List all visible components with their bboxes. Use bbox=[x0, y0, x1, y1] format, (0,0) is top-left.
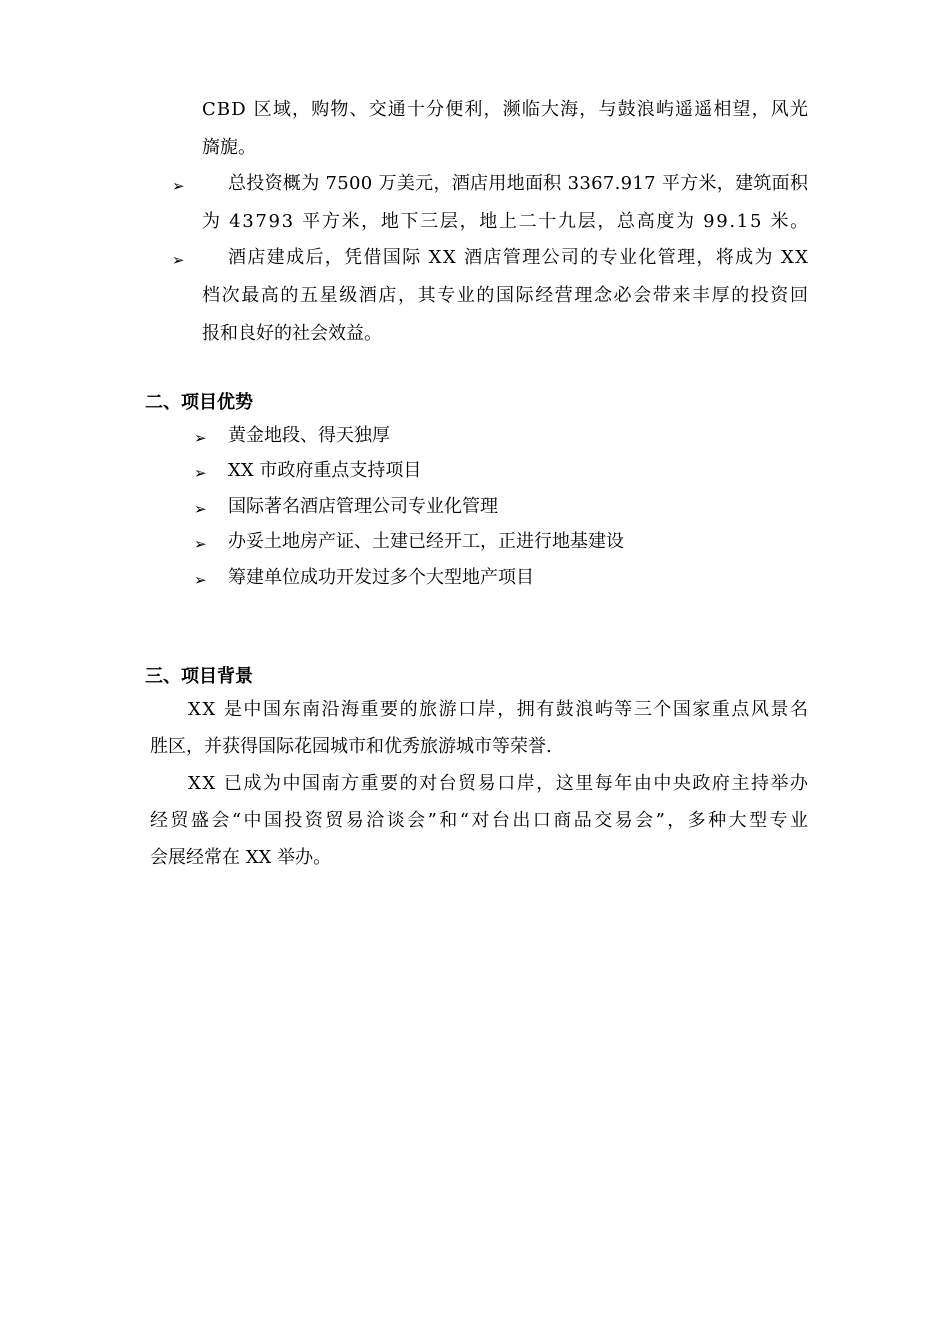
bullet-2-line-1: 酒店建成后，凭借国际 XX 酒店管理公司的专业化管理，将成为 XX bbox=[228, 247, 810, 268]
advantage-item: 黄金地段、得天独厚 bbox=[228, 425, 390, 446]
background-para-1-line-1: XX 是中国东南沿海重要的旅游口岸，拥有鼓浪屿等三个国家重点风景名 bbox=[188, 699, 810, 720]
background-para-1-line-2: 胜区，并获得国际花园城市和优秀旅游城市等荣誉. bbox=[150, 736, 552, 757]
advantage-item: 筹建单位成功开发过多个大型地产项目 bbox=[228, 567, 534, 588]
bullet-arrow-icon: ➢ bbox=[194, 429, 207, 447]
bullet-arrow-icon: ➢ bbox=[172, 177, 185, 195]
intro-line-2: 旖旎。 bbox=[202, 137, 256, 158]
bullet-2-line-2: 档次最高的五星级酒店，其专业的国际经营理念必会带来丰厚的投资回 bbox=[202, 285, 810, 306]
background-para-2-line-3: 会展经常在 XX 举办。 bbox=[150, 847, 332, 868]
bullet-arrow-icon: ➢ bbox=[194, 464, 207, 482]
bullet-1-line-2: 为 43793 平方米，地下三层，地上二十九层，总高度为 99.15 米。 bbox=[202, 211, 810, 232]
background-para-2-line-1: XX 已成为中国南方重要的对台贸易口岸，这里每年由中央政府主持举办 bbox=[188, 773, 810, 794]
bullet-arrow-icon: ➢ bbox=[172, 251, 185, 269]
advantage-item: 办妥土地房产证、土建已经开工，正进行地基建设 bbox=[228, 531, 624, 552]
bullet-arrow-icon: ➢ bbox=[194, 500, 207, 518]
section-heading-background: 三、项目背景 bbox=[145, 666, 253, 687]
bullet-1-line-1: 总投资概为 7500 万美元，酒店用地面积 3367.917 平方米，建筑面积 bbox=[228, 173, 809, 194]
bullet-2-line-3: 报和良好的社会效益。 bbox=[202, 323, 382, 344]
advantage-item: 国际著名酒店管理公司专业化管理 bbox=[228, 496, 498, 517]
intro-line-1: CBD 区域，购物、交通十分便利，濒临大海，与鼓浪屿遥遥相望，风光 bbox=[202, 99, 810, 120]
advantage-item: XX 市政府重点支持项目 bbox=[228, 460, 422, 481]
section-heading-advantages: 二、项目优势 bbox=[145, 392, 253, 413]
bullet-arrow-icon: ➢ bbox=[194, 535, 207, 553]
background-para-2-line-2: 经贸盛会“中国投资贸易洽谈会”和“对台出口商品交易会”，多种大型专业 bbox=[150, 810, 811, 831]
bullet-arrow-icon: ➢ bbox=[194, 571, 207, 589]
